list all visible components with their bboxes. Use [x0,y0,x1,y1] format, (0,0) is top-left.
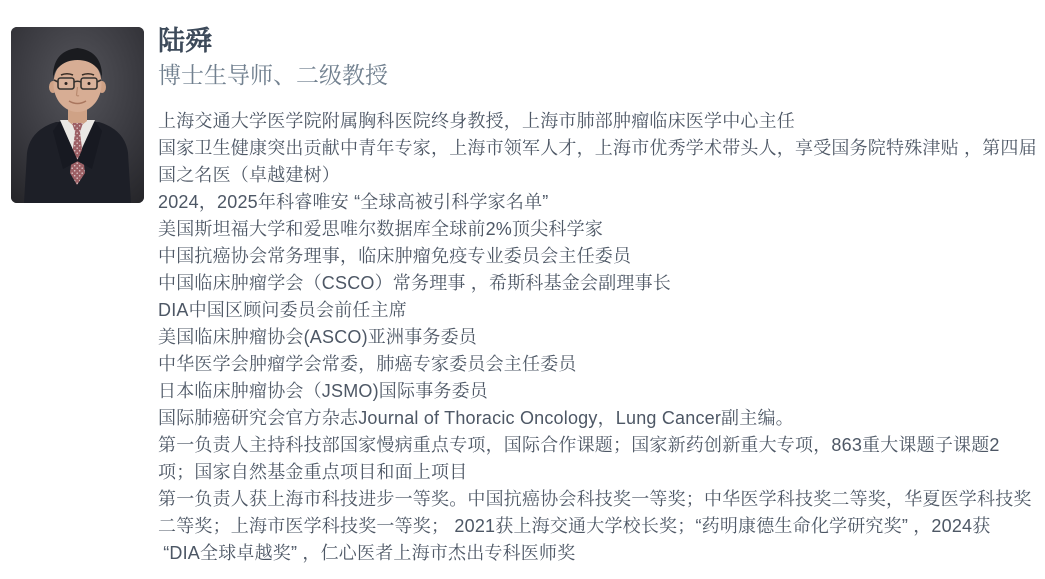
profile-photo [11,27,144,203]
bio-line: 第一负责人获上海市科技进步一等奖。中国抗癌协会科技奖一等奖；中华医学科技奖二等奖，华夏医学科技奖 [158,489,1032,509]
bio-line: 日本临床肿瘤协会（JSMO)国际事务委员 [158,381,488,401]
bio-line: “DIA全球卓越奖” ，仁心医者上海市杰出专科医师奖 [158,543,576,563]
portrait-illustration [11,27,144,203]
bio-line: DIA中国区顾问委员会前任主席 [158,300,408,320]
bio-line: 上海交通大学医学院附属胸科医院终身教授，上海市肺部肿瘤临床医学中心主任 [158,111,795,131]
person-title: 博士生导师、二级教授 [158,62,388,88]
bio-line: 美国斯坦福大学和爱思唯尔数据库全球前2%顶尖科学家 [158,219,604,239]
bio-line: 2024，2025年科睿唯安 “全球高被引科学家名单” [158,192,549,212]
bio-line: 中国抗癌协会常务理事，临床肿瘤免疫专业委员会主任委员 [158,246,632,266]
bio-line: 第一负责人主持科技部国家慢病重点专项，国际合作课题；国家新药创新重大专项，863重大课题子课题2 [158,435,1000,455]
person-name: 陆舜 [158,26,212,56]
bio-line: 中国临床肿瘤学会（CSCO）常务理事 ，希斯科基金会副理事长 [158,273,672,293]
bio-line: 国之名医（卓越建树） [158,165,340,185]
bio-section [158,108,1037,567]
bio-line: 项；国家自然基金重点项目和面上项目 [158,462,468,482]
bio-line: 国际肺癌研究会官方杂志Journal of Thoracic Oncology，Lung Cancer副主编。 [158,408,794,428]
bio-line: 国家卫生健康突出贡献中青年专家，上海市领军人才，上海市优秀学术带头人，享受国务院特殊津贴 ，第四届 [158,138,1037,158]
eye [65,82,68,85]
eye [88,82,91,85]
bio-line: 二等奖；上海市医学科技奖一等奖； 2021获上海交通大学校长奖；“药明康德生命化学研究奖” ，2024获 [158,516,991,536]
bio-line: 美国临床肿瘤协会(ASCO)亚洲事务委员 [158,327,477,347]
bio-line: 中华医学会肿瘤学会常委，肺癌专家委员会主任委员 [158,354,577,374]
profile-content [158,24,1037,567]
